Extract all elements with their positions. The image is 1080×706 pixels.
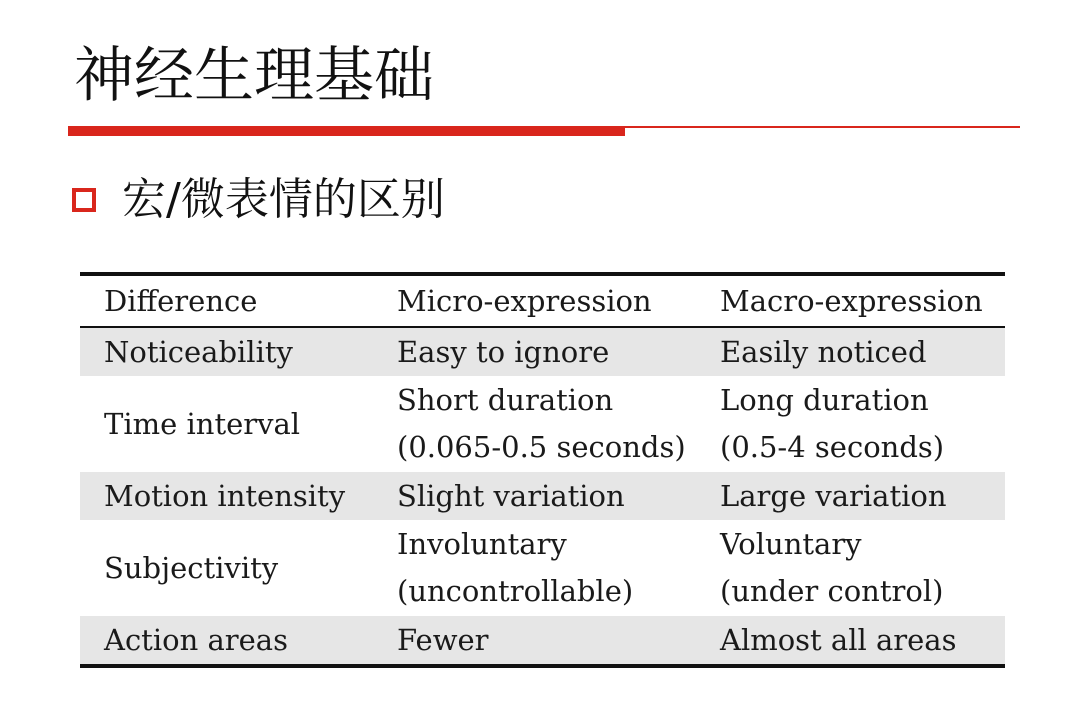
cell-line: Fewer [397, 623, 489, 657]
macro-cell [696, 327, 1005, 376]
title-underline-thick [68, 126, 625, 136]
table-header-row [80, 274, 1005, 327]
cell-line: Almost all areas [720, 623, 957, 657]
cell-line: Long duration [720, 383, 929, 417]
header-difference: Difference [104, 284, 258, 318]
cell-line: Large variation [720, 479, 947, 513]
table-row [80, 472, 1005, 520]
macro-cell [696, 472, 1005, 520]
cell-line: Short duration [397, 383, 614, 417]
header-macro-expression: Macro-expression [720, 284, 983, 318]
header-micro-expression: Micro-expression [397, 284, 652, 318]
table-row [80, 520, 1005, 616]
cell-line: (0.5-4 seconds) [720, 430, 945, 464]
bullet-text: 宏/微表情的区别 [122, 174, 445, 225]
cell-line: Involuntary [397, 527, 567, 561]
square-bullet-icon [72, 188, 96, 212]
macro-cell [696, 520, 1005, 616]
macro-cell [696, 376, 1005, 472]
micro-cell [373, 472, 696, 520]
cell-line: Easily noticed [720, 335, 927, 369]
row-label: Motion intensity [80, 472, 373, 520]
row-label: Subjectivity [104, 550, 279, 585]
table-row [80, 327, 1005, 376]
cell-line: Slight variation [397, 479, 625, 513]
cell-line: (uncontrollable) [397, 574, 634, 608]
cell-line: (under control) [720, 574, 944, 608]
cell-line: (0.065-0.5 seconds) [397, 430, 686, 464]
row-label: Action areas [80, 616, 373, 666]
comparison-table-wrapper [80, 272, 1005, 668]
bullet-heading [72, 172, 445, 228]
micro-cell [373, 616, 696, 666]
table-row [80, 376, 1005, 472]
micro-cell [373, 327, 696, 376]
row-label: Time interval [104, 406, 301, 441]
title-underline-thin [625, 126, 1020, 128]
cell-line: Voluntary [720, 527, 862, 561]
table-row [80, 616, 1005, 666]
slide-title: 神经生理基础 [74, 41, 434, 111]
macro-cell [696, 616, 1005, 666]
micro-cell [373, 376, 696, 472]
comparison-table [80, 272, 1005, 668]
micro-cell [373, 520, 696, 616]
row-label: Noticeability [80, 327, 373, 376]
cell-line: Easy to ignore [397, 335, 610, 369]
